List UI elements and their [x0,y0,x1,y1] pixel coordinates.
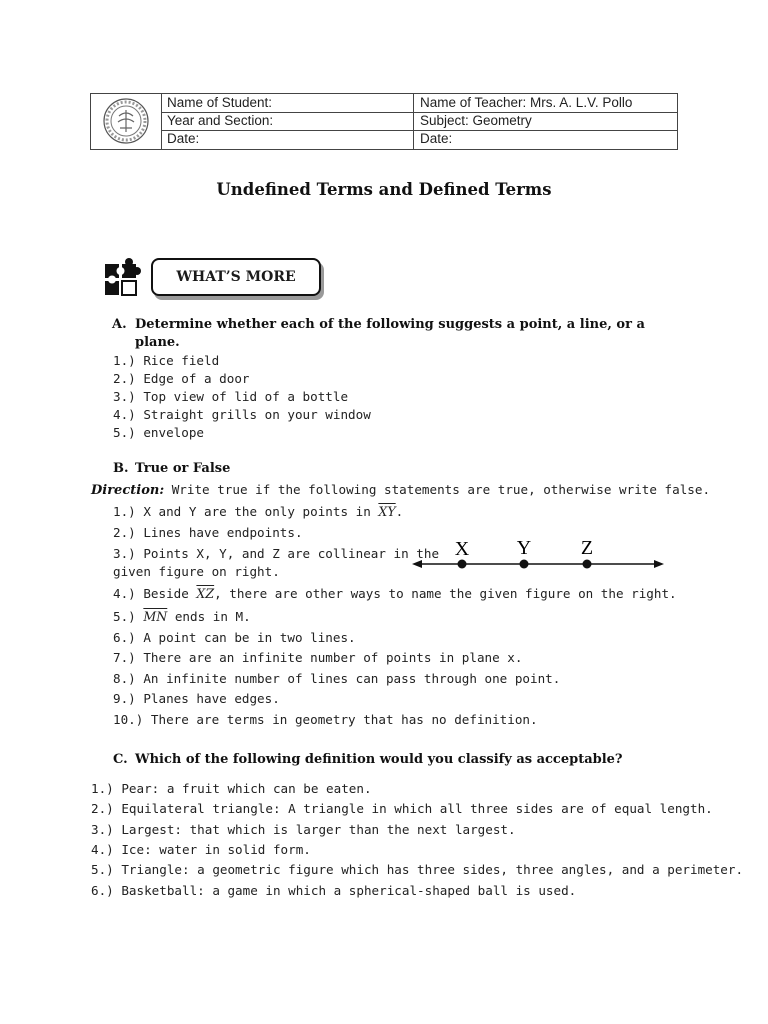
section-a-heading-line2: plane. [135,335,180,350]
tf-item-1-text: 1.) X and Y are the only points in [113,504,379,519]
subject-label: Subject: Geometry [420,113,532,128]
tf-item-7: 7.) There are an infinite number of points in plane x. [113,650,523,665]
definition-item: 1.) Pear: a fruit which can be eaten. [91,781,372,796]
section-b-letter: B. [113,461,129,476]
definition-item: 5.) Triangle: a geometric figure which has three sides, three angles, and a perimeter. [91,862,744,877]
section-a-heading-line1: Determine whether each of the following suggests a point, a line, or a [135,317,645,332]
point-y [520,560,529,569]
school-seal-icon [91,94,161,149]
direction-line [91,482,710,498]
section-a-letter: A. [112,317,127,332]
tf-item-8: 8.) An infinite number of lines can pass through one point. [113,671,561,686]
definition-item: 3.) Largest: that which is larger than the next largest. [91,822,516,837]
section-c-heading: Which of the following definition would you classify as acceptable? [135,752,623,767]
list-item: 1.) Rice field [113,353,220,368]
student-info-table [90,93,678,150]
point-x [458,560,467,569]
label-z: Z [580,537,594,559]
tf-item-3-line1: 3.) Points X, Y, and Z are collinear in the [113,546,440,561]
section-b-heading: True or False [135,461,231,476]
ray-mn-notation: $\overline{MN}$ [143,609,168,624]
definition-item: 6.) Basketball: a game in which a spherical-shaped ball is used. [91,883,577,898]
year-and-section-label: Year and Section: [167,113,274,128]
page-title: Undefined Terms and Defined Terms [216,180,552,199]
name-of-teacher-label: Name of Teacher: Mrs. A. L.V. Pollo [420,95,633,110]
list-item: 2.) Edge of a door [113,371,250,386]
list-item: 4.) Straight grills on your window [113,407,371,422]
collinear-points-figure [410,535,666,575]
tf-item-4-text: 4.) Beside [113,586,197,601]
date-label-right: Date: [420,131,453,146]
tf-item-1 [113,504,403,519]
tf-item-10: 10.) There are terms in geometry that has no definition. [113,712,538,727]
line-xy-notation: $\overline{XY}$ [378,504,396,519]
list-item: 3.) Top view of lid of a bottle [113,389,349,404]
point-z [583,560,592,569]
tf-item-9: 9.) Planes have edges. [113,691,280,706]
section-c-letter: C. [113,752,128,767]
definition-item: 2.) Equilateral triangle: A triangle in which all three sides are of equal length. [91,801,713,816]
whats-more-banner: WHAT’S MORE [151,258,321,296]
name-of-student-label: Name of Student: [167,95,273,110]
tf-item-4 [113,586,677,601]
direction-label: Direction: [91,483,165,498]
tf-item-1-end: . [395,504,404,519]
tf-item-3-line2: given figure on right. [113,564,280,579]
puzzle-icon [102,256,142,296]
list-item: 5.) envelope [113,425,204,440]
tf-item-4-end: , there are other ways to name the given figure on the right. [214,586,677,601]
line-xz-notation: $\overline{XZ}$ [196,586,215,601]
label-x: X [454,538,470,560]
tf-item-5-text: 5.) [113,609,144,624]
tf-item-2: 2.) Lines have endpoints. [113,525,303,540]
tf-item-5-end: ends in M. [167,609,251,624]
tf-item-5 [113,609,251,624]
school-logo-cell [91,94,162,149]
label-y: Y [516,537,532,559]
date-label-left: Date: [167,131,200,146]
definition-item: 4.) Ice: water in solid form. [91,842,311,857]
tf-item-6: 6.) A point can be in two lines. [113,630,356,645]
direction-text: Write true if the following statements are true, otherwise write false. [164,482,711,497]
